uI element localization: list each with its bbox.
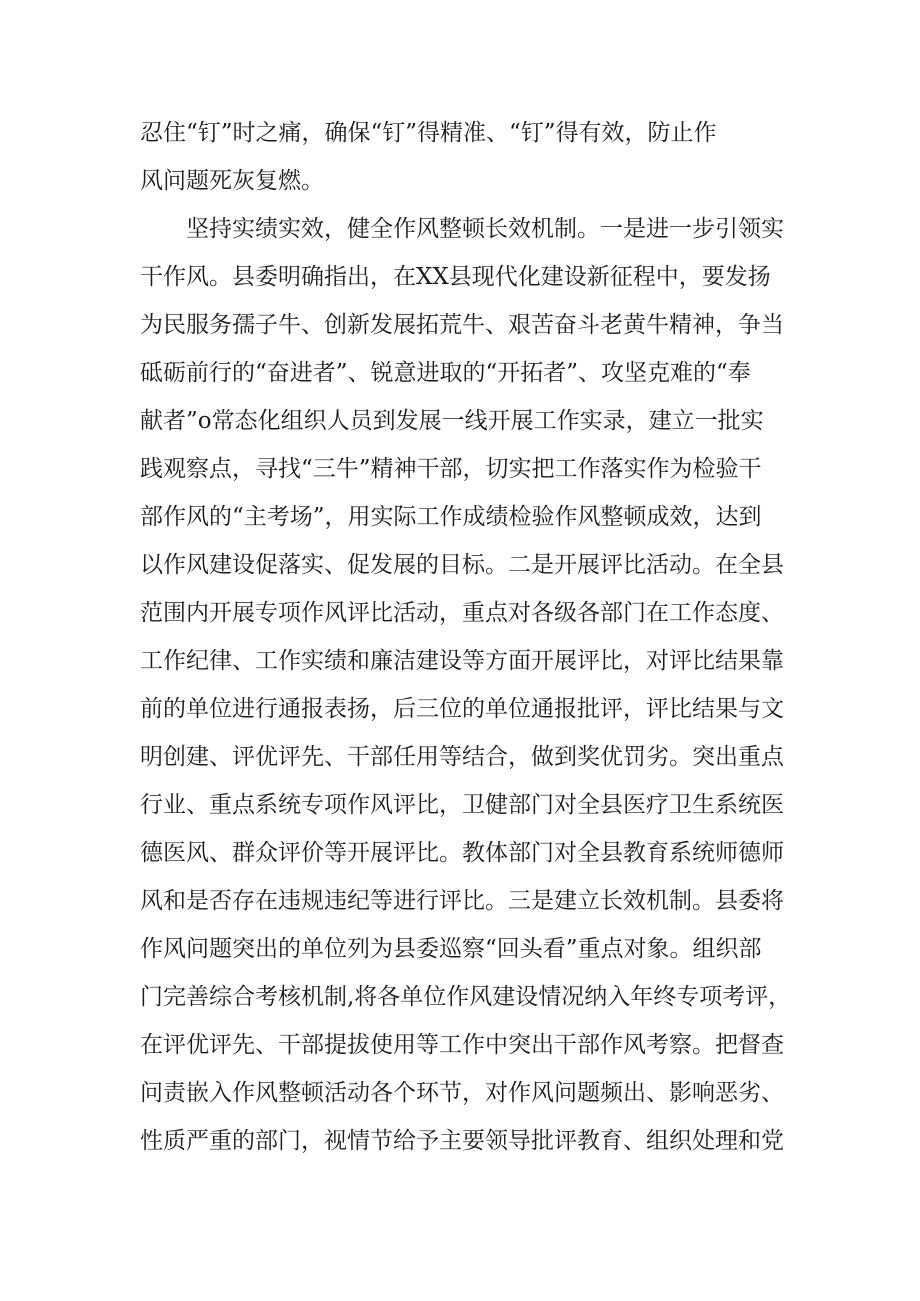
text-line: 献者”o常态化组织人员到发展一线开展工作实录，建立一批实 [140,408,764,434]
text-line: 问责嵌入作风整顿活动各个环节，对作风问题频出、影响恶劣、 [140,1080,784,1106]
text-line: 砥砺前行的“奋进者”、锐意进取的“开拓者”、攻坚克难的“奉 [140,360,751,386]
text-line: 行业、重点系统专项作风评比，卫健部门对全县医疗卫生系统医 [140,792,784,818]
text-line: 门完善综合考核机制,将各单位作风建设情况纳入年终专项考评， [140,984,792,1010]
text-line: 风问题死灰复燃。 [140,168,324,194]
text-line: 忍住“钉”时之痛，确保“钉”得精准、“钉”得有效，防止作 [140,120,717,146]
text-line: 性质严重的部门，视情节给予主要领导批评教育、组织处理和党 [140,1128,784,1154]
text-line: 为民服务孺子牛、创新发展拓荒牛、艰苦奋斗老黄牛精神，争当 [140,312,784,338]
text-line: 在评优评先、干部提拔使用等工作中突出干部作风考察。把督查 [140,1032,784,1058]
text-line: 作风问题突出的单位列为县委巡察“回头看”重点对象。组织部 [140,936,762,962]
text-line: 德医风、群众评价等开展评比。教体部门对全县教育系统师德师 [140,840,784,866]
paragraph-first-line: 坚持实绩实效，健全作风整顿长效机制。一是进一步引领实 [186,216,784,242]
text-line: 干作风。县委明确指出，在XX县现代化建设新征程中，要发扬 [140,264,771,290]
text-line: 风和是否存在违规违纪等进行评比。三是建立长效机制。县委将 [140,888,784,914]
text-line: 以作风建设促落实、促发展的目标。二是开展评比活动。在全县 [140,552,784,578]
text-line: 范围内开展专项作风评比活动，重点对各级各部门在工作态度、 [140,600,784,626]
text-line: 明创建、评优评先、干部任用等结合，做到奖优罚劣。突出重点 [140,744,784,770]
text-line: 前的单位进行通报表扬，后三位的单位通报批评，评比结果与文 [140,696,784,722]
text-line: 工作纪律、工作实绩和廉洁建设等方面开展评比，对评比结果靠 [140,648,784,674]
text-line: 践观察点，寻找“三牛”精神干部，切实把工作落实作为检验干 [140,456,762,482]
text-line: 部作风的“主考场”，用实际工作成绩检验作风整顿成效，达到 [140,504,762,530]
